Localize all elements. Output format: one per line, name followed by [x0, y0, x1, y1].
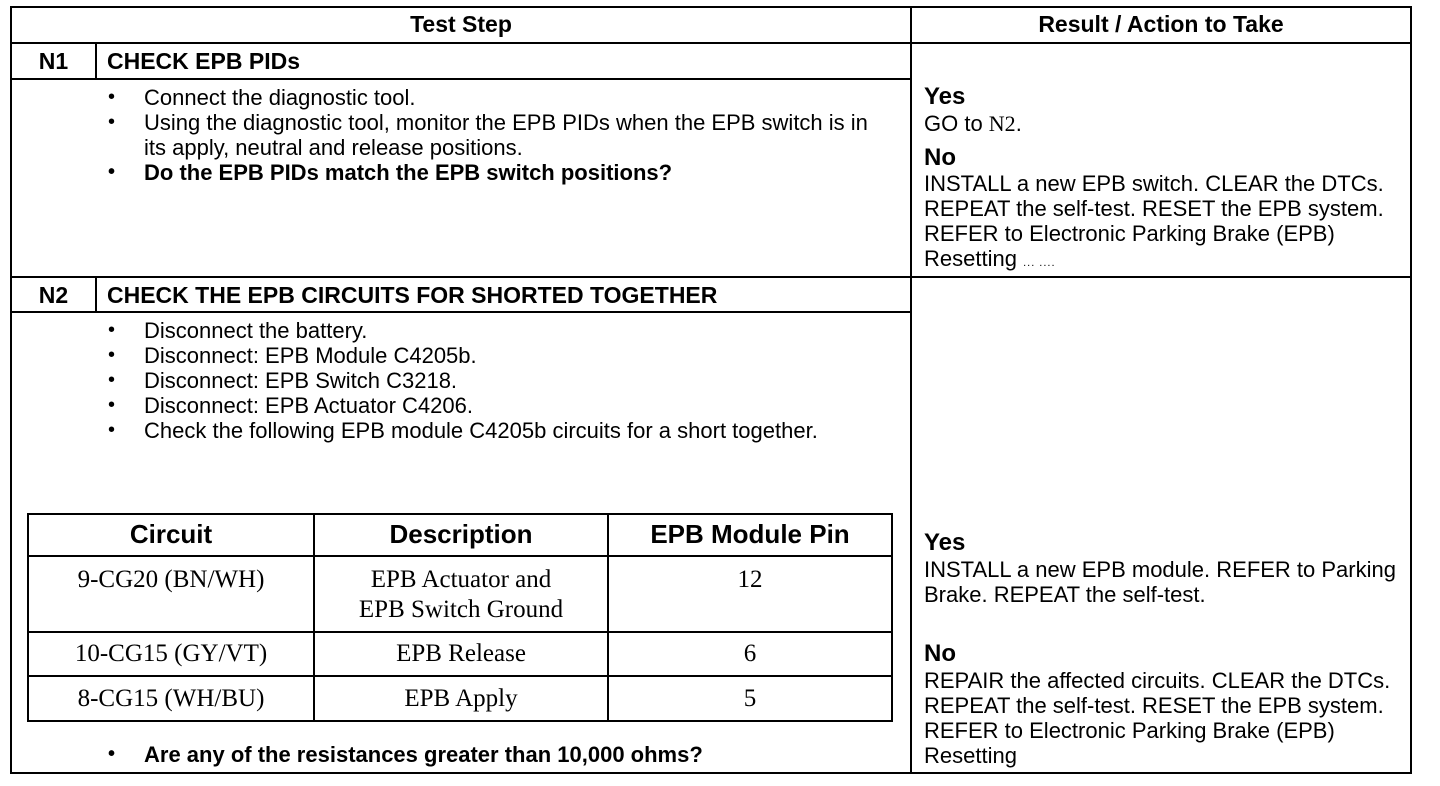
header-result-action: Result / Action to Take [1038, 11, 1284, 37]
n1-no-trailing: ... .... [1023, 257, 1056, 269]
table-border-right [1410, 6, 1412, 774]
n1-yes-text [924, 111, 1022, 136]
n1-yes-label: Yes [924, 83, 966, 110]
cell-description-line: EPB Actuator and [370, 566, 552, 593]
n2-yes-text: INSTALL a new EPB module. REFER to Parking Brake. REPEAT the self-test. [924, 557, 1396, 607]
cell-description-line: EPB Switch Ground [358, 596, 564, 623]
n1-question: • Do the EPB PIDs match the EPB switch positions? [108, 160, 878, 185]
cell-description [315, 565, 607, 625]
list-item: • Disconnect: EPB Module C4205b. [108, 343, 828, 368]
n2-title: CHECK THE EPB CIRCUITS FOR SHORTED TOGETHER [107, 282, 718, 308]
cell-circuit: 8-CG15 (WH/BU) [77, 685, 265, 712]
n1-no-text [924, 171, 1408, 276]
list-item: • Using the diagnostic tool, monitor the EPB PIDs when the EPB switch is in its apply, neutral and release positions. [108, 110, 878, 160]
n2-id-divider [95, 276, 97, 313]
list-item: • Connect the diagnostic tool. [108, 85, 878, 110]
n1-step-id: N1 [38, 48, 69, 74]
cell-description: EPB Apply [404, 685, 518, 712]
n1-id-divider [95, 42, 97, 80]
table-border-bottom [10, 772, 1412, 774]
n2-no-text: REPAIR the affected circuits. CLEAR the DTCs. REPEAT the self-test. RESET the EPB system. REFER to Electronic Parking Brake (EPB) Resetting [924, 668, 1391, 768]
circuit-table-line [27, 631, 893, 633]
column-header-pin: EPB Module Pin [650, 519, 850, 549]
n2-question-list [108, 742, 898, 767]
header-test-step: Test Step [410, 11, 512, 37]
table-border-top [10, 6, 1412, 8]
n1-no-body: INSTALL a new EPB switch. CLEAR the DTCs. REPEAT the self-test. RESET the EPB system. REFER to Electronic Parking Brake (EPB) Resetting [924, 171, 1384, 271]
n2-step-list [108, 318, 828, 443]
header-rule [10, 42, 1412, 44]
circuit-table-line [27, 555, 893, 557]
column-header-circuit: Circuit [129, 519, 213, 549]
table-border-left [10, 6, 12, 774]
go-to-n2-link[interactable]: N2 [988, 111, 1016, 136]
circuit-table-line [27, 720, 893, 722]
cell-description: EPB Release [396, 640, 526, 667]
n1-title-rule [10, 78, 912, 80]
n2-yes-label: Yes [924, 529, 966, 556]
column-divider [910, 6, 912, 774]
n1-no-label: No [924, 144, 956, 171]
n1-yes-prefix: GO to [924, 111, 989, 136]
circuit-table-line [27, 513, 893, 515]
list-item: • Disconnect the battery. [108, 318, 828, 343]
cell-pin: 12 [737, 566, 763, 593]
list-item: • Disconnect: EPB Actuator C4206. [108, 393, 828, 418]
n1-title: CHECK EPB PIDs [107, 48, 300, 74]
circuit-table-line [27, 675, 893, 677]
cell-circuit: 10-CG15 (GY/VT) [74, 640, 268, 667]
cell-pin: 5 [743, 685, 757, 712]
n2-title-rule [10, 311, 912, 313]
circuit-table-line [891, 513, 893, 722]
circuit-table [27, 513, 893, 722]
column-header-description: Description [389, 519, 533, 549]
n2-question: • Are any of the resistances greater than 10,000 ohms? [108, 742, 898, 767]
n2-step-id: N2 [38, 282, 69, 308]
cell-circuit: 9-CG20 (BN/WH) [77, 566, 265, 593]
list-item: • Check the following EPB module C4205b circuits for a short together. [108, 418, 828, 443]
n2-no-label: No [924, 640, 956, 667]
n1-yes-suffix: . [1015, 111, 1022, 136]
n1-step-list [108, 85, 878, 185]
cell-pin: 6 [743, 640, 757, 667]
n2-top-rule [10, 276, 1412, 278]
list-item: • Disconnect: EPB Switch C3218. [108, 368, 828, 393]
